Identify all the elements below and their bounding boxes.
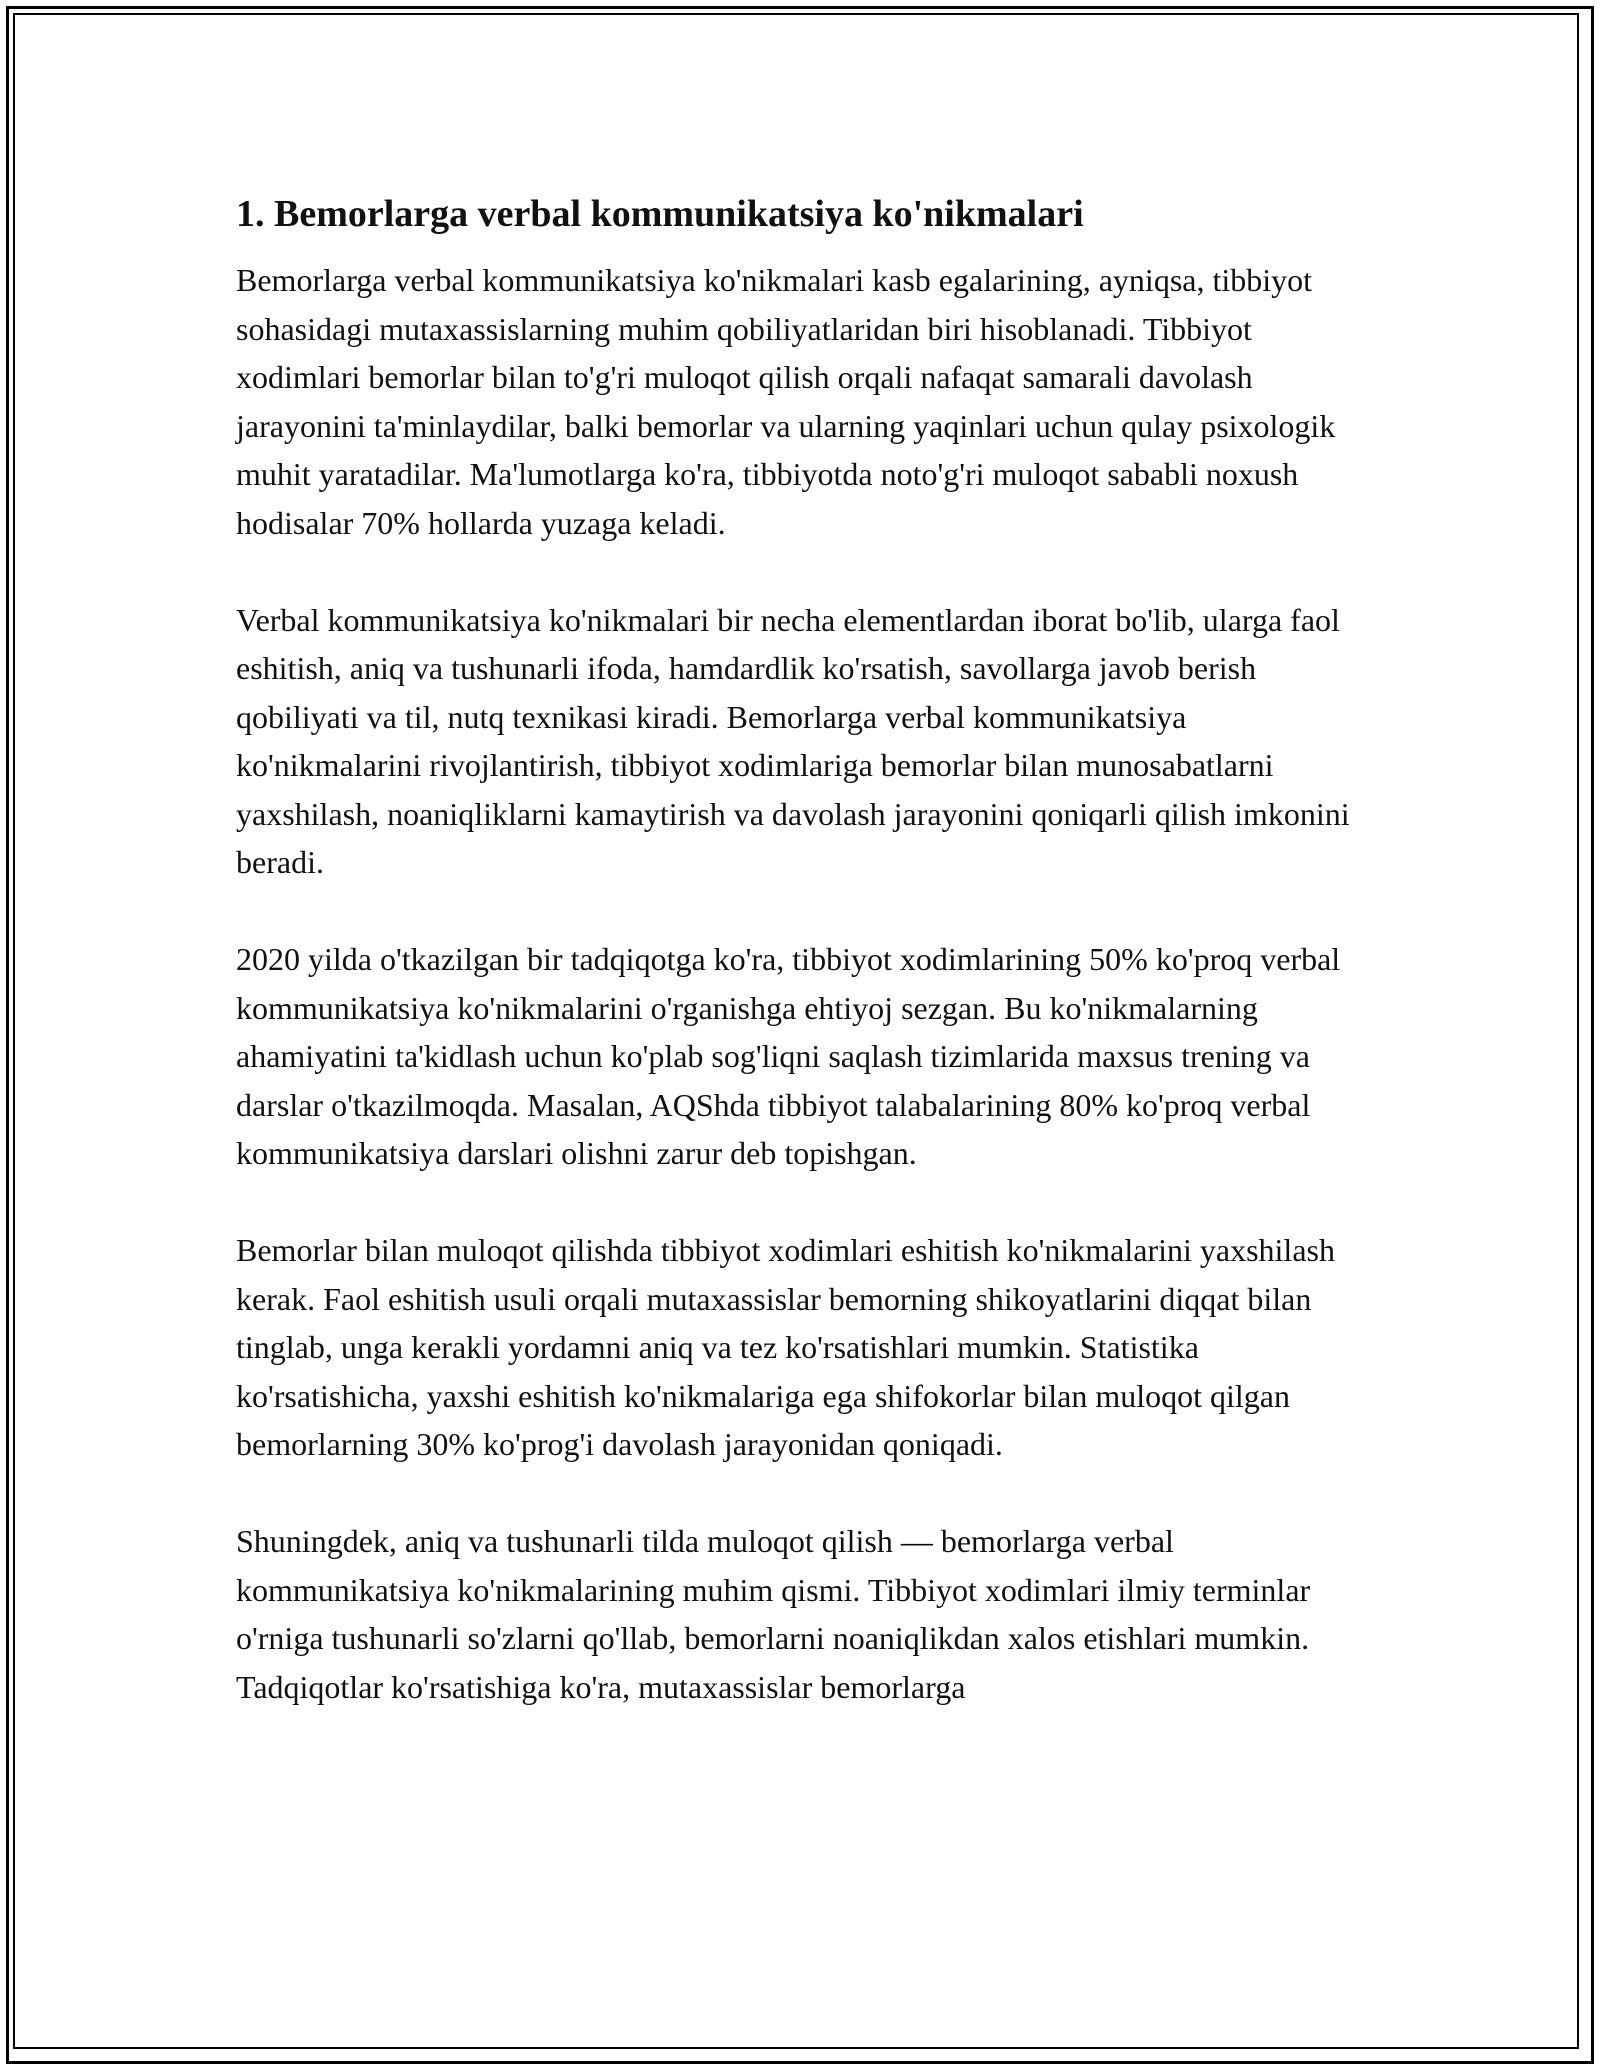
paragraph-2: Verbal kommunikatsiya ko'nikmalari bir necha elementlardan iborat bo'lib, ularga faol eshitish, aniq va tushunarli ifoda, hamdardlik ko'rsatish, savollarga javob berish qobiliyati va til, nutq texnikasi kiradi. Bemorlarga verbal kommunikatsiya ko'nikmalarini rivojlantirish, tibbiyot xodimlariga bemorlar bilan munosabatlarni yaxshilash, noaniqliklarni kamaytirish va davolash jarayonini qoniqarli qilish imkonini beradi.	[236, 601, 1350, 880]
paragraph-1: Bemorlarga verbal kommunikatsiya ko'nikmalari kasb egalarining, ayniqsa, tibbiyot sohasidagi mutaxassislarning muhim qobiliyatlaridan biri hisoblanadi. Tibbiyot xodimlari bemorlar bilan to'g'ri muloqot qilish orqali nafaqat samarali davolash jarayonini ta'minlaydilar, balki bemorlar va ularning yaqinlari uchun qulay psixologik muhit yaratadilar. Ma'lumotlarga ko'ra, tibbiyotda noto'g'ri muloqot sababli noxush hodisalar 70% hollarda yuzaga keladi.	[236, 262, 1336, 541]
section-heading: 1. Bemorlarga verbal kommunikatsiya ko'nikmalari	[236, 193, 1084, 235]
paragraph-4: Bemorlar bilan muloqot qilishda tibbiyot xodimlari eshitish ko'nikmalarini yaxshilash kerak. Faol eshitish usuli orqali mutaxassislar bemorning shikoyatlarini diqqat bilan tinglab, unga kerakli yordamni aniq va tez ko'rsatishlari mumkin. Statistika ko'rsatishicha, yaxshi eshitish ko'nikmalariga ega shifokorlar bilan muloqot qilgan bemorlarning 30% ko'prog'i davolash jarayonidan qoniqadi.	[236, 1232, 1335, 1462]
paragraph-5: Shuningdek, aniq va tushunarli tilda muloqot qilish — bemorlarga verbal kommunikatsiya ko'nikmalarining muhim qismi. Tibbiyot xodimlari ilmiy terminlar o'rniga tushunarli so'zlarni qo'llab, bemorlarni noaniqlikdan xalos etishlari mumkin. Tadqiqotlar ko'rsatishiga ko'ra, mutaxassislar bemorlarga	[236, 1523, 1311, 1705]
paragraph-3: 2020 yilda o'tkazilgan bir tadqiqotga ko'ra, tibbiyot xodimlarining 50% ko'proq verbal kommunikatsiya ko'nikmalarini o'rganishga ehtiyoj sezgan. Bu ko'nikmalarning ahamiyatini ta'kidlash uchun ko'plab sog'liqni saqlash tizimlarida maxsus trening va darslar o'tkazilmoqda. Masalan, AQShda tibbiyot talabalarining 80% ko'proq verbal kommunikatsiya darslari olishni zarur deb topishgan.	[236, 941, 1341, 1171]
document-body	[236, 186, 1376, 1711]
